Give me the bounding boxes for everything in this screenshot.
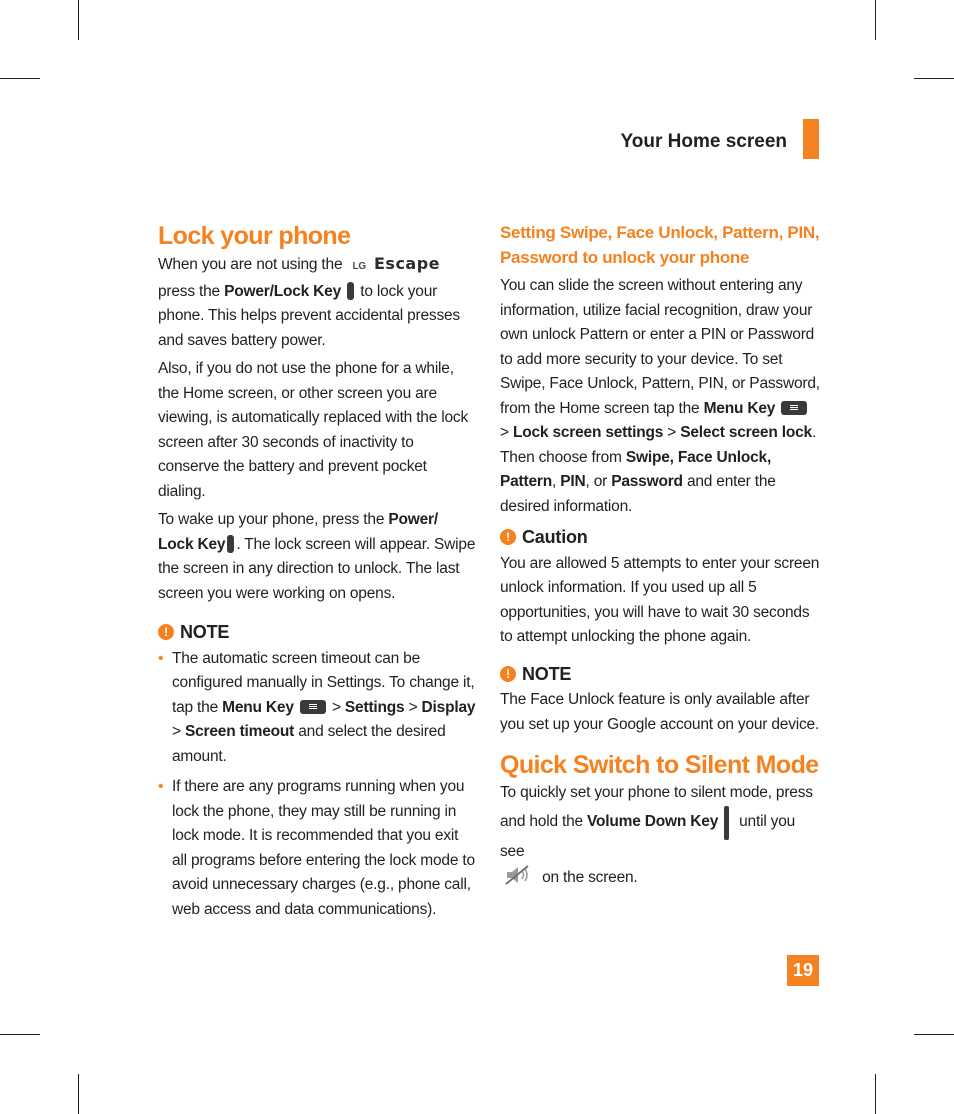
silent-mode-line bbox=[500, 864, 822, 891]
paragraph bbox=[500, 274, 822, 519]
power-key-icon bbox=[227, 535, 234, 553]
menu-key-icon bbox=[781, 401, 807, 415]
list-item bbox=[158, 647, 476, 770]
crop-mark bbox=[78, 0, 79, 40]
bullet: • bbox=[158, 649, 164, 667]
exclamation-icon: ! bbox=[500, 529, 516, 545]
text: until you see bbox=[500, 812, 796, 860]
menu-key-icon bbox=[300, 700, 326, 714]
note-heading bbox=[500, 662, 822, 687]
list-item bbox=[158, 775, 476, 922]
paragraph bbox=[158, 508, 476, 606]
pin-label: PIN bbox=[560, 473, 586, 490]
note-label: NOTE bbox=[180, 622, 230, 642]
crop-mark bbox=[78, 1074, 79, 1114]
exclamation-icon: ! bbox=[158, 624, 174, 640]
text: to lock your phone. This helps prevent accidental presses and saves battery power. bbox=[158, 282, 460, 349]
separator: > bbox=[408, 698, 418, 716]
crop-mark bbox=[875, 0, 876, 40]
text: press the bbox=[158, 282, 220, 300]
bullet: • bbox=[158, 778, 164, 795]
power-key-icon bbox=[347, 282, 354, 300]
text: . The lock screen will appear. Swipe the screen in any direction to unlock. The last screen you were working on opens. bbox=[158, 535, 476, 602]
running-header: Your Home screen bbox=[620, 131, 787, 152]
exclamation-icon: ! bbox=[500, 666, 516, 682]
paragraph bbox=[500, 781, 822, 864]
display-label: Display bbox=[421, 698, 476, 716]
paragraph: Also, if you do not use the phone for a while, the Home screen, or other screen you are viewing, is automatically replaced with the lock screen after 30 seconds of inactivity to conserve the battery and prevent pocket dialing. bbox=[158, 360, 469, 500]
note-list bbox=[158, 647, 476, 923]
caution-label: Caution bbox=[522, 527, 588, 547]
menu-key-label: Menu Key bbox=[703, 399, 776, 417]
paragraph bbox=[158, 252, 476, 353]
caution-text: You are allowed 5 attempts to enter your screen unlock information. If you used up all 5 opportunities, you will have to wait 30 seconds to attempt unlocking the phone again. bbox=[500, 554, 820, 645]
mute-icon bbox=[504, 864, 534, 886]
crop-mark bbox=[914, 1034, 954, 1035]
screen-timeout-label: Screen timeout bbox=[184, 723, 295, 740]
crop-mark bbox=[0, 78, 40, 79]
crop-mark bbox=[0, 1034, 40, 1035]
left-column bbox=[158, 220, 476, 928]
menu-key-label: Menu Key bbox=[222, 698, 294, 716]
lg-escape-logo bbox=[352, 252, 440, 280]
power-lock-key-label: Power/ Lock Key bbox=[158, 511, 438, 553]
lg-logo-text: LG bbox=[352, 261, 366, 272]
volume-key-icon bbox=[724, 806, 729, 840]
section-title: Quick Switch to Silent Mode bbox=[500, 751, 819, 779]
separator: > bbox=[667, 424, 677, 441]
password-label: Password bbox=[611, 473, 683, 490]
lock-options-label: Swipe, Face Unlock, Pattern bbox=[500, 448, 772, 490]
text: on the screen. bbox=[542, 869, 638, 886]
text: The automatic screen timeout can be configured manually in Settings. To change it, tap the bbox=[172, 649, 475, 716]
separator: > bbox=[500, 424, 509, 441]
text: To quickly set your phone to silent mode, press and hold the bbox=[500, 784, 813, 830]
crop-mark bbox=[914, 78, 954, 79]
text: When you are not using the bbox=[158, 256, 343, 273]
crop-mark bbox=[875, 1074, 876, 1114]
subsection-title: Setting Swipe, Face Unlock, Pattern, PIN, Password to unlock your phone bbox=[500, 223, 820, 267]
right-column bbox=[500, 220, 822, 891]
text: You can slide the screen without entering any information, utilize facial recognition, draw your own unlock Pattern or enter a PIN or Password to add more security to your device. To set Swipe, Face Unlock, Pattern, PIN, or Password, from the Home screen tap the bbox=[500, 277, 820, 417]
text: If there are any programs running when you lock the phone, they may still be running in lock mode. It is recommended that you exit all programs before entering the lock mode to avoid unnecessary charges (e.g., phone call, web access and data communications). bbox=[172, 778, 475, 918]
separator: > bbox=[331, 698, 341, 716]
text: and enter the desired information. bbox=[500, 473, 776, 515]
separator: > bbox=[172, 723, 181, 740]
note-heading bbox=[158, 620, 476, 645]
lock-screen-settings-label: Lock screen settings bbox=[512, 424, 664, 441]
text: . Then choose from bbox=[500, 424, 817, 466]
note-label: NOTE bbox=[522, 663, 572, 684]
section-tab bbox=[803, 119, 819, 159]
settings-label: Settings bbox=[344, 698, 405, 716]
text: , bbox=[552, 473, 557, 490]
section-title: Lock your phone bbox=[158, 222, 351, 250]
select-screen-lock-label: Select screen lock bbox=[680, 424, 812, 441]
text: , or bbox=[585, 473, 608, 490]
text: To wake up your phone, press the bbox=[158, 511, 385, 528]
escape-logo-text: Escape bbox=[373, 254, 441, 273]
note-text: The Face Unlock feature is only available after you set up your Google account on your device. bbox=[500, 691, 820, 733]
text: and select the desired amount. bbox=[172, 723, 446, 765]
volume-down-key-label: Volume Down Key bbox=[587, 812, 719, 830]
page-number: 19 bbox=[787, 955, 819, 986]
caution-heading bbox=[500, 525, 822, 550]
power-lock-key-label: Power/Lock Key bbox=[224, 282, 342, 300]
